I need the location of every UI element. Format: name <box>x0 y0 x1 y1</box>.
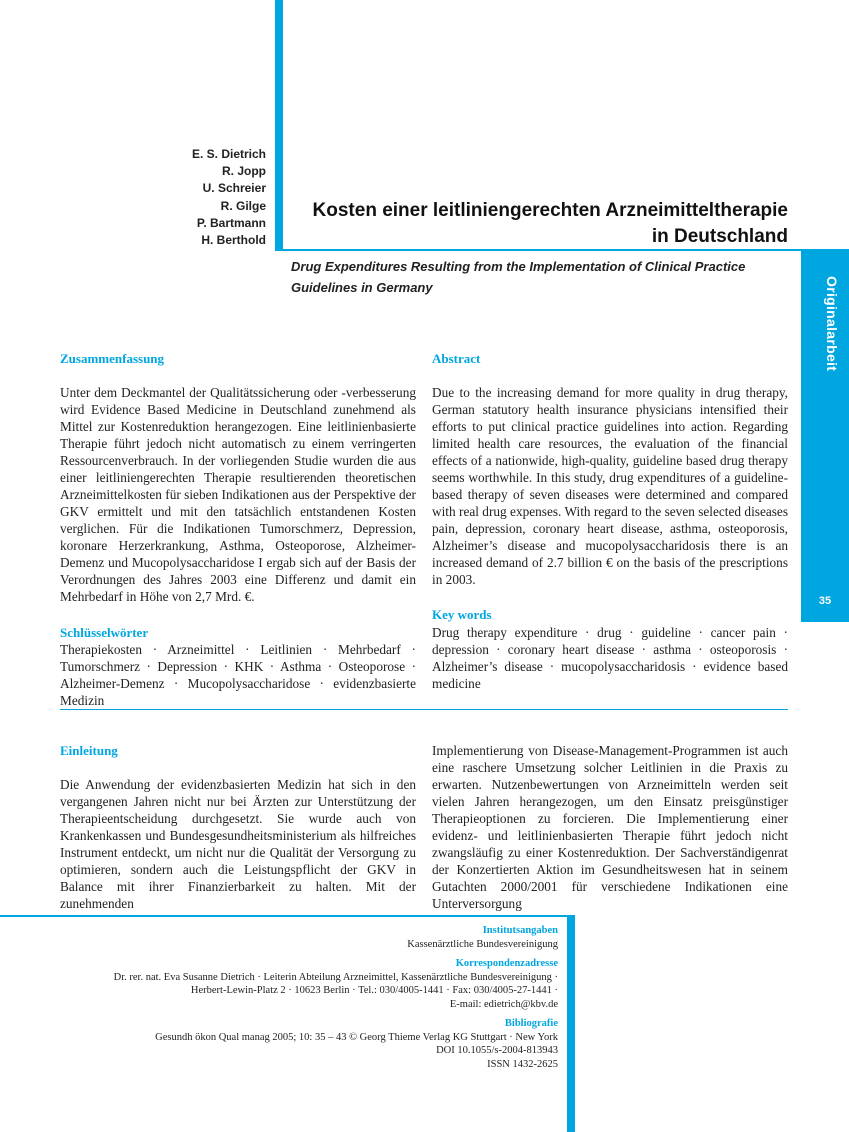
section-side-tab <box>801 251 849 622</box>
einleitung-text-left: Die Anwendung der evidenzbasierten Medizin hat sich in den vergangenen Jahren nicht nur bei Ärzten zur Unterstützung der Therapieentscheidung durchgesetzt. Sie wurde auch von Krankenkassen und Bundesgesundheitsministerium als hilfreiches Instrument entdeckt, um nicht nur die Qualität der Versorgung zu optimieren, sondern auch die Leistungspflicht der GKV in Balance mit ihrer Finanzierbarkeit zu halten. Mit der zunehmenden <box>60 777 416 911</box>
author-name: R. Gilge <box>220 198 266 213</box>
correspondence-line: Herbert-Lewin-Platz 2 · 10623 Berlin · Tel.: 030/4005-1441 · Fax: 030/4005-27-1441 · <box>190 985 558 996</box>
author-name: R. Jopp <box>222 164 266 179</box>
bibliography-issn: ISSN 1432-2625 <box>487 1058 558 1070</box>
correspondence-email: E-mail: edietrich@kbv.de <box>449 998 558 1010</box>
correspondence-label: Korrespondenzadresse <box>455 958 558 969</box>
author-name: E. S. Dietrich <box>191 147 266 161</box>
author-list <box>100 146 266 249</box>
bibliography-line: Gesundh ökon Qual manag 2005; 10: 35 – 43 © Georg Thieme Verlag KG Stuttgart · New York <box>155 1031 558 1043</box>
title-line: Kosten einer leitliniengerechten Arzneimitteltherapie <box>312 200 788 221</box>
bibliography-label: Bibliografie <box>504 1018 558 1029</box>
title-accent-bar <box>275 0 283 251</box>
keywords-heading: Key words <box>432 607 492 622</box>
schluesselwoerter-heading: Schlüsselwörter <box>60 625 149 640</box>
einleitung-heading: Einleitung <box>60 743 118 758</box>
page-number: 35 <box>818 595 832 607</box>
abstract-text: Due to the increasing demand for more quality in drug therapy, German statutory health insurance physicians intensified their efforts to put clinical practice guidelines into action. Regarding limited health care resources, the evaluation of the financial effects of a nationwide, high-quality, guideline based drug therapy seems worthwhile. In this study, drug expenditures of a guideline-based therapy of seven diseases were determined and compared with real drug expenses. With regard to the seven selected diseases pain, depression, coronary heart disease, asthma, osteoporosis, Alzheimer’s disease and mucopolysaccharidosis there is an increased demand of 2.7 billion € on the basis of the prescriptions in 2003. <box>432 385 788 587</box>
correspondence-line: Dr. rer. nat. Eva Susanne Dietrich · Leiterin Abteilung Arzneimittel, Kassenärztliche Bundesvereinigung · <box>113 971 558 983</box>
author-name: U. Schreier <box>202 181 266 196</box>
subtitle-line: Drug Expenditures Resulting from the Implementation of Clinical Practice <box>291 259 746 274</box>
footer-side-bar <box>567 915 575 1132</box>
schluesselwoerter-text: Therapiekosten · Arzneimittel · Leitlinien · Mehrbedarf · Tumorschmerz · Depression · KHK · Asthma · Osteoporose · Alzheimer-Demenz · Mucopolysaccharidose · evidenzbasierte Medizin <box>60 642 416 708</box>
footer-top-bar <box>0 915 575 917</box>
title-line: in Deutschland <box>651 226 788 247</box>
subtitle-line: Guidelines in Germany <box>291 280 433 295</box>
bibliography-doi: DOI 10.1055/s-2004-813943 <box>436 1045 558 1056</box>
article-type-label: Originalarbeit <box>824 276 840 372</box>
english-title <box>291 256 771 298</box>
zusammenfassung-text: Unter dem Deckmantel der Qualitätssicherung oder -verbesserung wird Evidence Based Medicine in Deutschland zunehmend als Mittel zur Kostenreduktion herangezogen. Eine leitlinienbasierte Therapie führt jedoch nicht automatisch zu einem verringerten Ressourcenverbrauch. In der vorliegenden Studie wurden die aus einer leitliniengerechten Therapie resultierenden theoretischen Arzneimittelkosten für sieben Indikationen aus der Perspektive der GKV ermittelt und mit den tatsächlich entstandenen Kosten verglichen. Für die Indikationen Tumorschmerz, Depression, koronare Herzerkrankung, Asthma, Osteoporose, Alzheimer-Demenz und Mucopolysaccharidose I ergab sich auf der Basis der Verordnungen des Jahres 2003 eine Differenz und damit ein Mehrbedarf in Höhe von 2,7 Mrd. €. <box>60 385 416 604</box>
author-name: P. Bartmann <box>196 215 266 230</box>
zusammenfassung-heading: Zusammenfassung <box>60 351 165 366</box>
article-info-box <box>60 924 558 1077</box>
abstract-heading: Abstract <box>432 351 481 366</box>
institut-text: Kassenärztliche Bundesvereinigung <box>407 938 558 950</box>
einleitung-text-right: Implementierung von Disease-Management-Programmen ist auch eine raschere Umsetzung solcher Leitlinien in die Praxis zu erwarten. Nutzenbewertungen von Arzneimitteln werden seit vielen Jahren herangezogen, um den Einsatz preisgünstiger Therapieoptionen zu forcieren. Die Implementierung einer evidenz- und leitlinienbasierten Therapie führt jedoch nicht zwangsläufig zu einer Kostenreduktion. Der Sachverständigenrat der Konzertierten Aktion im Gesundheitswesen hat in seinem Gutachten 2000/2001 für verschiedene Indikationen eine Unterversorgung <box>432 743 788 911</box>
article-title <box>290 198 788 250</box>
section-divider <box>60 709 788 710</box>
keywords-text: Drug therapy expenditure · drug · guideline · cancer pain · depression · coronary heart disease · asthma · osteoporosis · Alzheimer’s disease · mucopolysaccharidosis · evidence based medicine <box>432 625 788 691</box>
institut-label: Institutsangaben <box>482 925 558 936</box>
author-name: H. Berthold <box>201 233 266 248</box>
